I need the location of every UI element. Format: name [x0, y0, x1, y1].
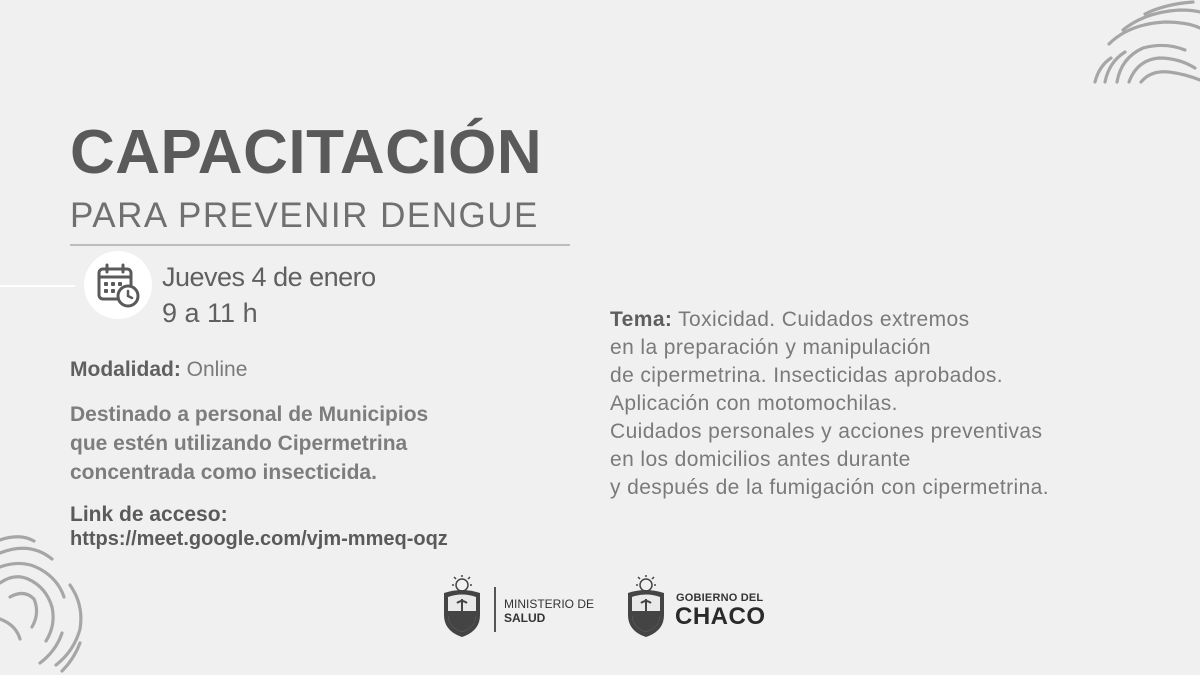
- topic-line: Cuidados personales y acciones preventivas: [610, 420, 1043, 443]
- audience-description: [70, 400, 530, 487]
- topic-line: de cipermetrina. Insecticidas aprobados.: [610, 364, 1004, 387]
- footer-logos: [440, 575, 780, 645]
- left-accent-line: [0, 285, 75, 287]
- audience-line: que estén utilizando Cipermetrina: [70, 432, 408, 455]
- event-date: Jueves 4 de enero: [162, 262, 376, 292]
- page-title: CAPACITACIÓN: [70, 118, 543, 187]
- topic-text: Toxicidad. Cuidados extremos: [678, 308, 970, 331]
- topic-line: [610, 306, 1170, 334]
- access-link-label: Link de acceso:: [70, 503, 228, 526]
- calendar-badge: [84, 251, 152, 319]
- topic-line: y después de la fumigación con cipermetrina.: [610, 476, 1049, 499]
- topic-line: en la preparación y manipulación: [610, 336, 931, 359]
- chaco-wordmark: CHACO: [675, 603, 766, 630]
- audience-line: concentrada como insecticida.: [70, 461, 377, 484]
- calendar-clock-icon: [95, 262, 141, 308]
- modalidad-label: Modalidad:: [70, 358, 181, 381]
- topic-line: Aplicación con motomochilas.: [610, 392, 898, 415]
- ministerio-line2: SALUD: [504, 611, 546, 625]
- ministerio-wordmark: [504, 597, 594, 625]
- topic-block: [610, 306, 1170, 502]
- audience-line: Destinado a personal de Municipios: [70, 403, 429, 426]
- page-subtitle: PARA PREVENIR DENGUE: [70, 196, 539, 235]
- modalidad-line: [70, 358, 247, 382]
- title-divider: [70, 244, 570, 246]
- logo-divider: [494, 587, 496, 632]
- topic-line: en los domicilios antes durante: [610, 448, 911, 471]
- modalidad-value: Online: [186, 358, 248, 381]
- chaco-shield-logo: [624, 575, 668, 639]
- topic-label: Tema:: [610, 308, 673, 331]
- gobierno-label: GOBIERNO DEL: [676, 592, 764, 604]
- decorative-lines-top-right: [1085, 0, 1200, 90]
- event-time: 9 a 11 h: [162, 298, 258, 328]
- access-link-url[interactable]: https://meet.google.com/vjm-mmeq-oqz: [70, 528, 448, 550]
- ministerio-shield-logo: [440, 575, 484, 639]
- ministerio-line1: MINISTERIO DE: [504, 597, 595, 611]
